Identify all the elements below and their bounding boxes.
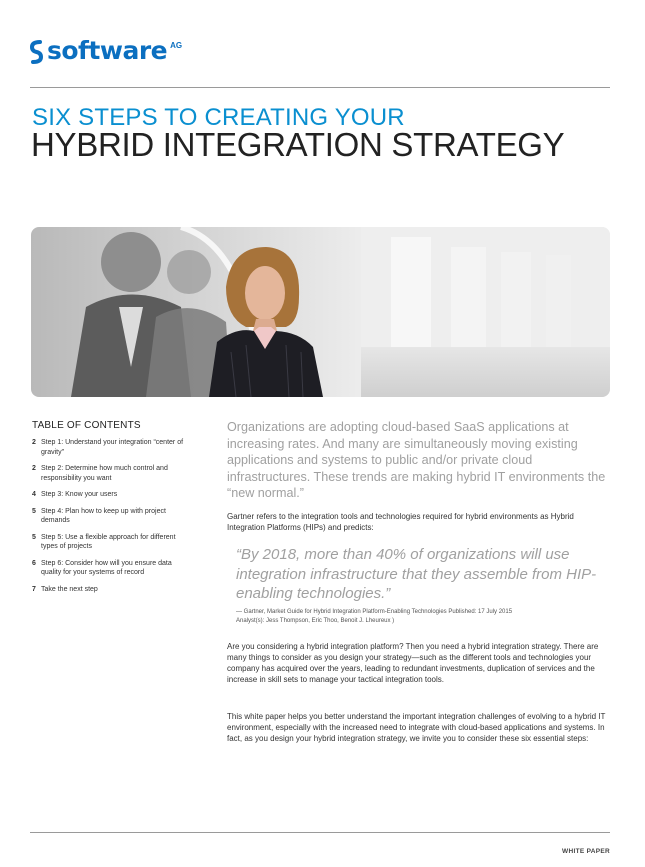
title-line-1: SIX STEPS TO CREATING YOUR <box>32 104 405 131</box>
toc-item[interactable] <box>32 507 192 526</box>
toc-page-number: 2 <box>32 465 36 472</box>
toc-page-number: 4 <box>32 491 36 498</box>
toc-item-text: Step 3: Know your users <box>41 491 118 498</box>
toc-page-number: 2 <box>32 439 36 446</box>
toc-item[interactable] <box>32 464 192 483</box>
logo-suffix: AG <box>170 41 183 50</box>
logo-wordmark: software <box>47 36 168 65</box>
body-paragraph-1: Are you considering a hybrid integration platform? Then you need a hybrid integration strategy. There are many things to consider as you design your strategy—such as the different tools and technologies your company has acquired over the years, leading to redundant investments, duplication of services and the increase in skill sets to manage your tactical integration tools. <box>227 642 599 684</box>
footer-divider <box>30 832 610 833</box>
citation-source: — Gartner, Market Guide for Hybrid Integration Platform-Enabling Technologies Published: 17 July 2015 <box>236 609 513 615</box>
toc-item-text: Step 6: Consider how will you ensure data quality for your systems of record <box>41 559 172 576</box>
toc-page-number: 5 <box>32 507 36 515</box>
header-divider <box>30 87 610 88</box>
toc-item[interactable] <box>32 533 192 552</box>
pull-quote: “By 2018, more than 40% of organizations will use integration infrastructure that they assemble from HIP-enabling technologies.” <box>236 546 597 602</box>
toc-item-text: Step 4: Plan how to keep up with project demands <box>41 507 166 524</box>
hero-photo <box>31 227 610 397</box>
body-paragraph-2: This white paper helps you better understand the important integration challenges of evolving to a hybrid IT environment, especially with the increased need to integrate with cloud-based applications and systems. In fact, as you design your hybrid integration strategy, we invite you to consider these six essential steps: <box>227 712 606 743</box>
lead-paragraph: Organizations are adopting cloud-based SaaS applications at increasing rates. And many are simultaneously moving existing applications and systems to public and/or private cloud infrastructures. These trends are making hybrid IT environments the “new normal.” <box>227 420 606 500</box>
software-ag-logo <box>30 36 182 66</box>
toc-item[interactable] <box>32 585 192 595</box>
toc-page-number: 5 <box>32 533 36 541</box>
table-of-contents <box>32 438 192 601</box>
toc-item[interactable] <box>32 559 192 578</box>
document-type-label: WHITE PAPER <box>562 848 610 855</box>
toc-item-text: Step 2: Determine how much control and responsibility you want <box>41 465 168 482</box>
toc-page-number: 7 <box>32 585 36 593</box>
quote-citation <box>236 608 616 626</box>
toc-page-number: 6 <box>32 559 36 567</box>
toc-item-text: Take the next step <box>41 585 98 593</box>
software-ag-s-mark-icon <box>30 40 43 64</box>
toc-heading: TABLE OF CONTENTS <box>32 420 141 431</box>
citation-analysts: Analyst(s): Jess Thompson, Eric Thoo, Benoit J. Lheureux ) <box>236 618 395 624</box>
gartner-intro-paragraph: Gartner refers to the integration tools and technologies required for hybrid environments as Hybrid Integration Platforms (HIPs) and predicts: <box>227 512 574 532</box>
title-line-2: HYBRID INTEGRATION STRATEGY <box>31 126 565 163</box>
toc-item-text: Step 5: Use a flexible approach for different types of projects <box>41 533 176 550</box>
toc-item-text: Step 1: Understand your integration “center of gravity” <box>41 439 184 456</box>
toc-item[interactable] <box>32 490 192 500</box>
toc-item[interactable] <box>32 438 192 457</box>
